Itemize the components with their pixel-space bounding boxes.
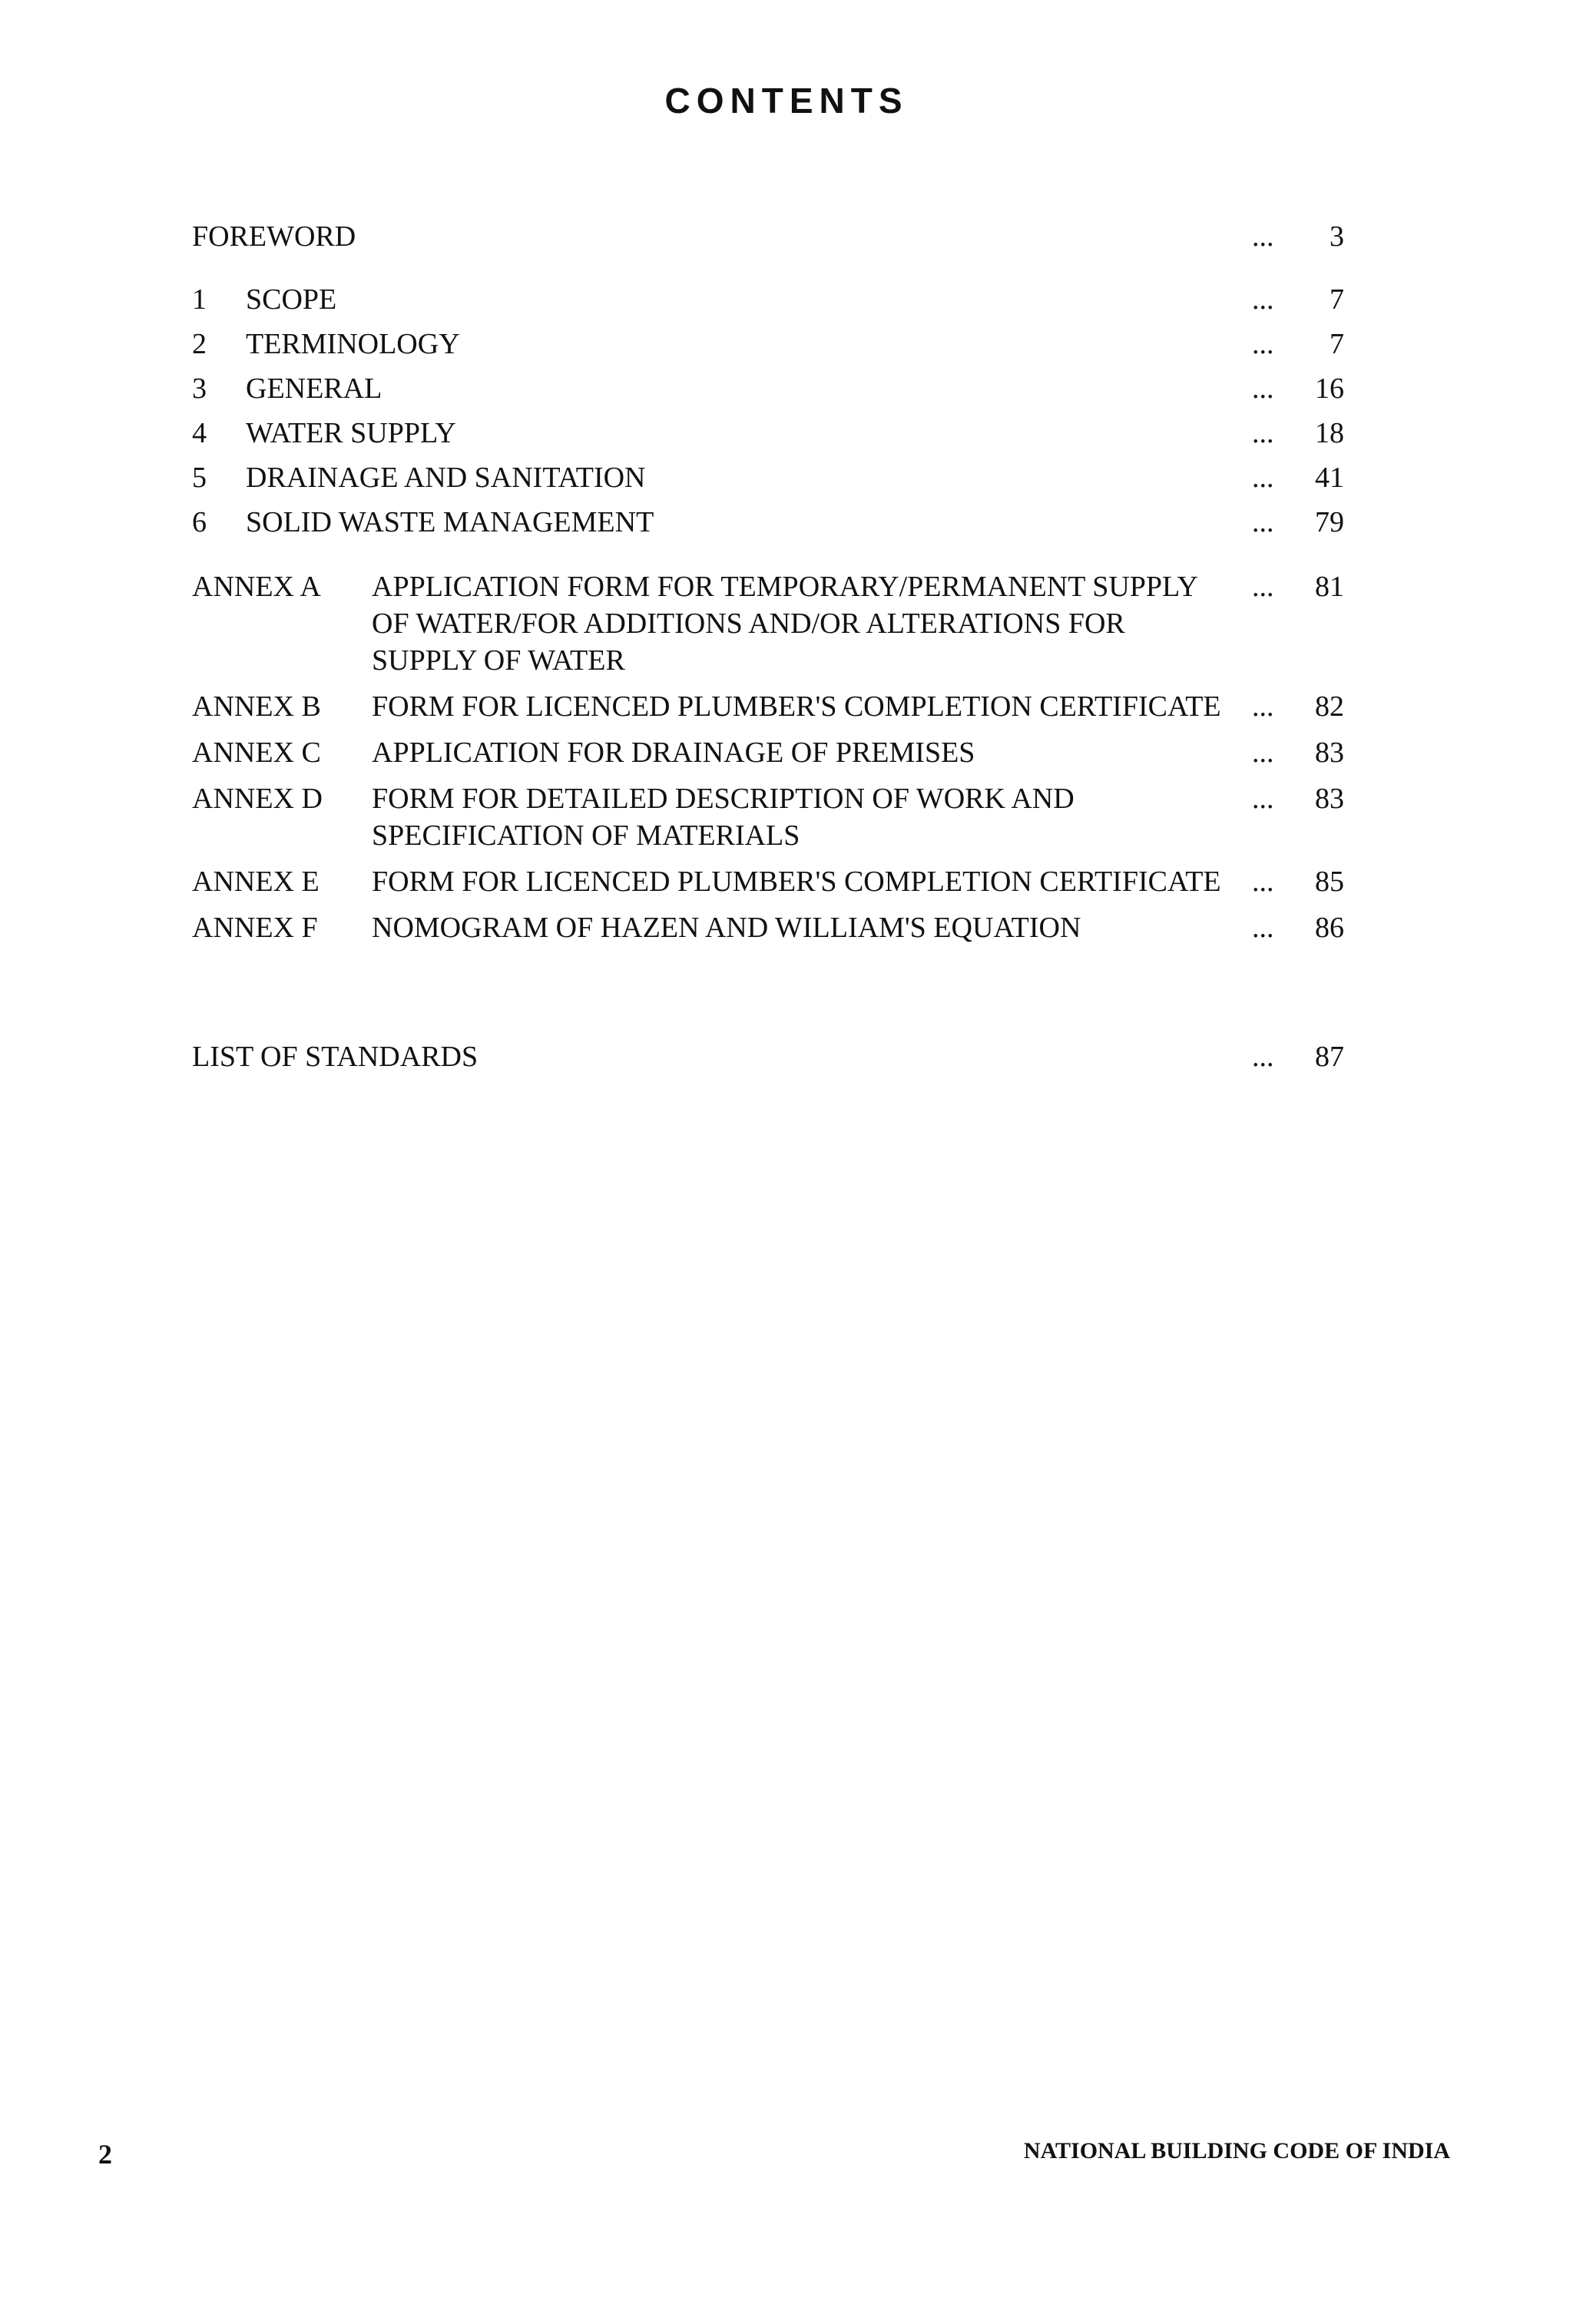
leader-dots: ...	[1252, 912, 1274, 944]
chapter-number: 2	[192, 328, 207, 360]
toc-page-number: 18	[1315, 417, 1344, 449]
toc-entry-chapter[interactable]	[192, 281, 1344, 326]
toc-entry-chapter[interactable]	[192, 459, 1344, 504]
toc-entry-foreword[interactable]	[192, 218, 1344, 255]
toc-page-number: 16	[1315, 372, 1344, 405]
toc-page-number: 82	[1315, 690, 1344, 723]
toc-entry-annex[interactable]	[192, 780, 1344, 854]
annex-label: ANNEX E	[192, 866, 320, 898]
chapter-number: 6	[192, 506, 207, 538]
toc-entry-title: GENERAL	[246, 372, 382, 405]
annexes-section	[192, 568, 1344, 955]
toc-page-number: 7	[1330, 328, 1344, 360]
leader-dots: ...	[1252, 737, 1274, 769]
toc-entry-chapter[interactable]	[192, 504, 1344, 548]
toc-page-number: 83	[1315, 737, 1344, 769]
chapter-number: 5	[192, 462, 207, 494]
toc-page-number: 7	[1330, 283, 1344, 316]
toc-entry-title: WATER SUPPLY	[246, 417, 456, 449]
toc-page-number: 85	[1315, 866, 1344, 898]
toc-entry-chapter[interactable]	[192, 370, 1344, 415]
chapter-number: 3	[192, 372, 207, 405]
page-title: CONTENTS	[664, 81, 909, 121]
toc-page-number: 83	[1315, 783, 1344, 815]
toc-page-number: 81	[1315, 571, 1344, 603]
toc-entry-annex[interactable]	[192, 863, 1344, 900]
toc-entry-title: TERMINOLOGY	[246, 328, 460, 360]
toc-entry-title: LIST OF STANDARDS	[192, 1041, 479, 1073]
toc-entry-title: FORM FOR DETAILED DESCRIPTION OF WORK AND SPECIFICATION OF MATERIALS	[372, 783, 1075, 852]
leader-dots: ...	[1252, 571, 1274, 603]
leader-dots: ...	[1252, 690, 1274, 723]
leader-dots: ...	[1252, 866, 1274, 898]
standards-section	[192, 1038, 1344, 1075]
footer-book-title: NATIONAL BUILDING CODE OF INDIA	[1023, 2138, 1450, 2163]
chapter-number: 1	[192, 283, 207, 316]
toc-page-number: 41	[1315, 462, 1344, 494]
toc-entry-title: FORM FOR LICENCED PLUMBER'S COMPLETION CERTIFICATE	[372, 866, 1221, 898]
toc-entry-chapter[interactable]	[192, 326, 1344, 370]
leader-dots: ...	[1252, 462, 1274, 494]
toc-entry-annex[interactable]	[192, 734, 1344, 771]
leader-dots: ...	[1252, 1041, 1274, 1073]
footer-page-number: 2	[98, 2139, 112, 2170]
toc-entry-title: DRAINAGE AND SANITATION	[246, 462, 646, 494]
leader-dots: ...	[1252, 783, 1274, 815]
toc-entry-title: FORM FOR LICENCED PLUMBER'S COMPLETION CERTIFICATE	[372, 690, 1221, 723]
leader-dots: ...	[1252, 372, 1274, 405]
foreword-section	[192, 218, 1344, 255]
toc-entry-title: FOREWORD	[192, 220, 356, 253]
toc-entry-chapter[interactable]	[192, 415, 1344, 459]
toc-page-number: 3	[1330, 220, 1344, 253]
annex-label: ANNEX C	[192, 737, 321, 769]
leader-dots: ...	[1252, 328, 1274, 360]
toc-entry-annex[interactable]	[192, 909, 1344, 946]
annex-label: ANNEX A	[192, 571, 321, 603]
leader-dots: ...	[1252, 283, 1274, 316]
toc-entry-title: SCOPE	[246, 283, 337, 316]
toc-entry-title: APPLICATION FOR DRAINAGE OF PREMISES	[372, 737, 975, 769]
leader-dots: ...	[1252, 220, 1274, 253]
annex-label: ANNEX D	[192, 783, 323, 815]
leader-dots: ...	[1252, 417, 1274, 449]
toc-page-number: 79	[1315, 506, 1344, 538]
annex-label: ANNEX B	[192, 690, 321, 723]
toc-entry-title: SOLID WASTE MANAGEMENT	[246, 506, 654, 538]
toc-entry-standards[interactable]	[192, 1038, 1344, 1075]
toc-page-number: 87	[1315, 1041, 1344, 1073]
chapter-number: 4	[192, 417, 207, 449]
toc-entry-annex[interactable]	[192, 568, 1344, 679]
toc-entry-title: APPLICATION FORM FOR TEMPORARY/PERMANENT SUPPLY OF WATER/FOR ADDITIONS AND/OR ALTERATIONS FOR SUPPLY OF WATER	[372, 571, 1197, 677]
toc-entry-title: NOMOGRAM OF HAZEN AND WILLIAM'S EQUATION	[372, 912, 1081, 944]
chapters-section	[192, 281, 1344, 548]
leader-dots: ...	[1252, 506, 1274, 538]
toc-entry-annex[interactable]	[192, 688, 1344, 725]
annex-label: ANNEX F	[192, 912, 318, 944]
toc-page-number: 86	[1315, 912, 1344, 944]
